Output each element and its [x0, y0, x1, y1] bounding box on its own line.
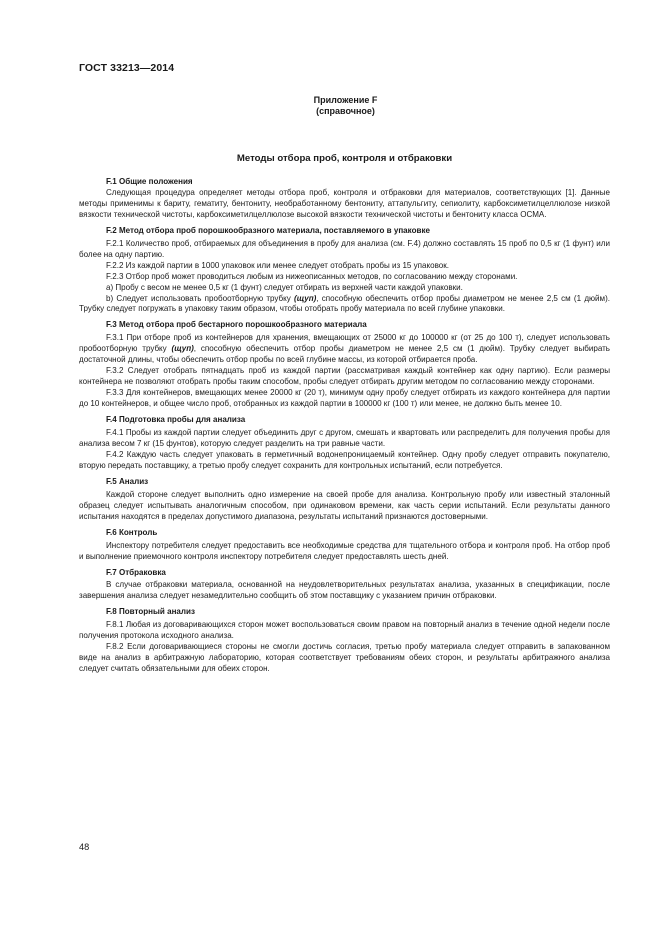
- annex-note: (справочное): [316, 106, 375, 116]
- paragraph: В случае отбраковки материала, основанной на неудовлетворительных результатах анализа, указанных в спецификации, после завершения анализа следует незамедлительно сообщить об этом поставщику с указанием причин отбраковки.: [79, 580, 610, 601]
- text-run: b) Следует использовать пробоотборную трубку: [106, 293, 295, 303]
- section-heading-f1: F.1 Общие положения: [106, 177, 193, 186]
- text-run: , способную обеспечить отбор пробы диаметром не менее 2,5 см (1 дюйм). Трубку следует погружать в упаковку таким образом, чтобы отобрать пробу материала по всей глубине упаковки.: [79, 293, 610, 314]
- paragraph: F.8.2 Если договаривающиеся стороны не смогли достичь согласия, третью пробу материала следует отправить в запакованном виде на анализ в арбитражную лабораторию, которая соответствует требованиям обеих сторон, и результаты арбитражного анализа следует считать обязательными для обеих сторон.: [79, 642, 610, 674]
- section-heading-f2: F.2 Метод отбора проб порошкообразного материала, поставляемого в упаковке: [106, 225, 430, 235]
- emphasis: (щуп): [171, 344, 194, 354]
- paragraph: F.3.2 Следует отобрать пятнадцать проб из каждой партии (рассматривая каждый контейнер как одну партию). Если размеры контейнера не позволяют отобрать пробы таким способом, пробы следует отбирать другим методом по согласованию между сторонами.: [79, 366, 610, 387]
- section-heading-f7: F.7 Отбраковка: [106, 567, 166, 577]
- paragraph: [79, 294, 610, 316]
- section-heading-f5: F.5 Анализ: [106, 476, 149, 486]
- page-number: 48: [79, 842, 90, 852]
- paragraph: Каждой стороне следует выполнить одно измерение на своей пробе для анализа. Контрольную пробу или известный эталонный образец следует испытывать аналогичным способом, при одинаковом времени, как часть серии испытаний. Если результаты данного испытания находятся в пределах допустимого диапазона, результаты испытаний признаются достоверными.: [79, 489, 610, 521]
- paragraph: Следующая процедура определяет методы отбора проб, контроля и отбраковки для материалов, соответствующих [1]. Данные методы применимы к бариту, гематиту, бентониту, необработанному бентониту, аттапульгиту, сепиолиту, карбоксиметилцеллюлозе низкой вязкости технической чистоты, карбоксиметилцеллюлозе высокой вязкости технической чистоты и бентониту класса ОСМА.: [79, 187, 610, 219]
- document-body: [79, 177, 610, 675]
- document-code: ГОСТ 33213—2014: [79, 62, 175, 74]
- paragraph: F.2.2 Из каждой партии в 1000 упаковок или менее следует отобрать пробы из 15 упаковок.: [106, 260, 449, 270]
- annex-title: Приложение F: [313, 95, 378, 105]
- paragraph: F.2.1 Количество проб, отбираемых для объединения в пробу для анализа (см. F.4) должно составлять 15 проб по 0,5 кг (1 фунт) или более на одну партию.: [79, 238, 610, 259]
- section-heading-f6: F.6 Контроль: [106, 527, 158, 537]
- text-run: , способную обеспечить отбор пробы диаметром не менее 2,5 см (1 дюйм). Трубку следует выбирать достаточной длины, чтобы обеспечить отбор пробы по всей глубине массы, из которой отбирается проба.: [79, 344, 610, 365]
- paragraph: F.2.3 Отбор проб может проводиться любым из нижеописанных методов, по согласованию между сторонами.: [106, 271, 518, 281]
- paragraph: F.4.2 Каждую часть следует упаковать в герметичный водонепроницаемый контейнер. Одну пробу следует отправить покупателю, вторую передать поставщику, а третью пробу следует сохранить для контрольных испытаний, если потребуется.: [79, 449, 610, 470]
- paragraph: a) Пробу с весом не менее 0,5 кг (1 фунт) следует отбирать из верхней части каждой упаковки.: [106, 282, 463, 292]
- section-heading-f8: F.8 Повторный анализ: [106, 607, 195, 617]
- annex-main-title: Методы отбора проб, контроля и отбраковки: [236, 153, 453, 164]
- paragraph: F.8.1 Любая из договаривающихся сторон может воспользоваться своим правом на повторный анализ в течение одной недели после получения протокола исходного анализа.: [79, 620, 610, 641]
- section-heading-f3: F.3 Метод отбора проб бестарного порошкообразного материала: [106, 320, 367, 330]
- emphasis: (щуп): [294, 293, 317, 303]
- section-heading-f4: F.4 Подготовка пробы для анализа: [106, 415, 246, 425]
- text-run: F.3.1 При отборе проб из контейнеров для хранения, вмещающих от 25000 кг до 100000 кг (от 25 до 100 т), следует использовать пробоотборную трубку: [79, 333, 610, 354]
- paragraph: [79, 333, 610, 366]
- paragraph: F.3.3 Для контейнеров, вмещающих менее 20000 кг (20 т), минимум одну пробу следует отбирать из каждого контейнера для партии до 10 контейнеров, и общее число проб, отобранных из каждой партии в 100000 кг (100 т) или менее, не должно быть менее 10.: [79, 388, 610, 409]
- paragraph: Инспектору потребителя следует предоставить все необходимые средства для тщательного отбора и контроля проб. На отбор проб и выполнение приемочного контроля инспектору потребителя следует предоставлять шесть дней.: [79, 540, 610, 561]
- annex-header: [0, 95, 661, 117]
- paragraph: F.4.1 Пробы из каждой партии следует объединить друг с другом, смешать и квартовать или распределить для получения пробы для анализа весом 7 кг (15 фунтов), которую следует разделить на три равные части.: [79, 428, 610, 448]
